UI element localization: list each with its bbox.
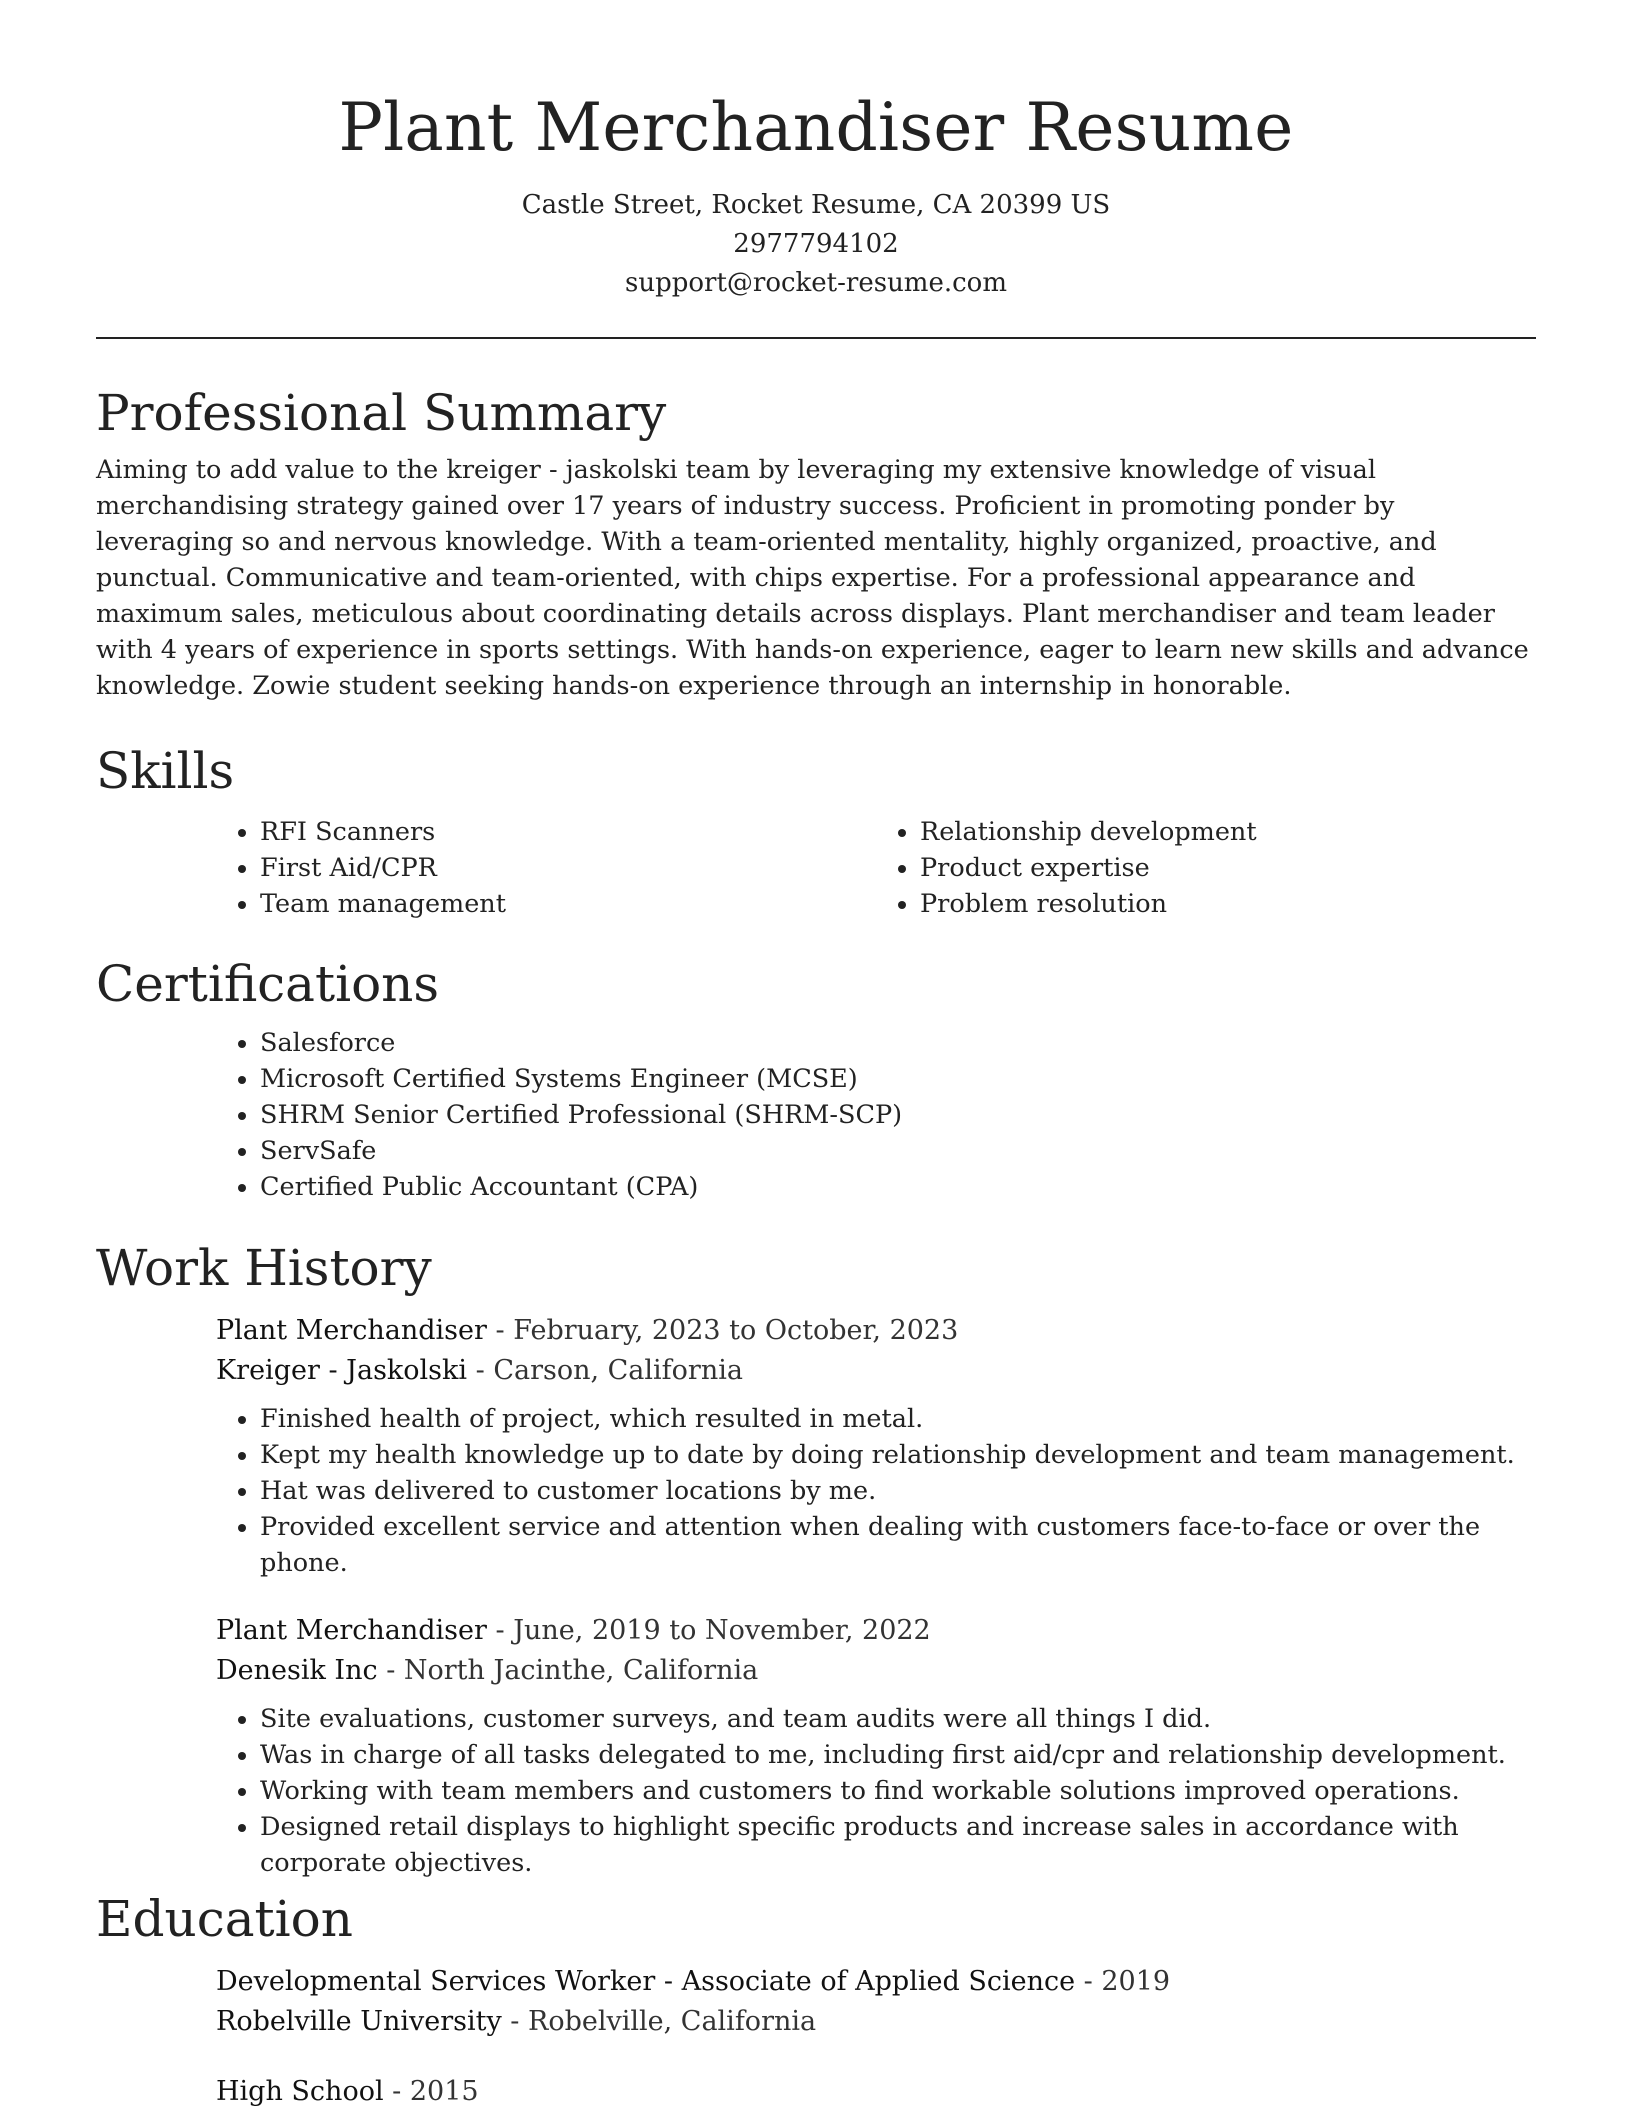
certification-item: • Certified Public Accountant (CPA) bbox=[260, 1169, 1536, 1205]
job-bullets bbox=[216, 1701, 1536, 1881]
education-degree: High School bbox=[216, 2076, 384, 2107]
education-school: Robelville University bbox=[216, 2006, 502, 2037]
job-dates: - June, 2019 to November, 2022 bbox=[486, 1615, 931, 1646]
education-degree-line bbox=[216, 1962, 1536, 2002]
certification-item: • Microsoft Certified Systems Engineer (MCSE) bbox=[260, 1061, 1536, 1097]
skills-section bbox=[96, 740, 1536, 922]
job-company-line bbox=[216, 1651, 1536, 1691]
job-bullet: • Working with team members and customers to find workable solutions improved operations. bbox=[260, 1773, 1536, 1809]
education-school-line bbox=[216, 2002, 1536, 2042]
job-bullet: • Designed retail displays to highlight specific products and increase sales in accordance with corporate objectives. bbox=[260, 1809, 1536, 1881]
job-bullet: • Provided excellent service and attention when dealing with customers face-to-face or over the phone. bbox=[260, 1509, 1536, 1581]
skills-list bbox=[216, 814, 1536, 922]
education-year: - 2015 bbox=[383, 2076, 479, 2107]
job-entry bbox=[216, 1311, 1536, 1391]
skills-column-left bbox=[216, 814, 876, 922]
job-bullet: • Was in charge of all tasks delegated to me, including first aid/cpr and relationship development. bbox=[260, 1737, 1536, 1773]
job-title-line bbox=[216, 1311, 1536, 1351]
job-company-line bbox=[216, 1351, 1536, 1391]
certifications-heading: Certifications bbox=[96, 955, 440, 1013]
education-entry bbox=[216, 1962, 1536, 2042]
skills-column-right bbox=[876, 814, 1536, 922]
education-location: - Robelville, California bbox=[501, 2006, 817, 2037]
summary-text: Aiming to add value to the kreiger - jaskolski team by leveraging my extensive knowledge of visual merchandising strategy gained over 17 years of industry success. Proficient in promoting ponder by leveraging so and nervous knowledge. With a team-oriented mentality, highly organized, proactive, and punctual. Communicative and team-oriented, with chips expertise. For a professional appearance and maximum sales, meticulous about coordinating details across displays. Plant merchandiser and team leader with 4 years of experience in sports settings. With hands-on experience, eager to learn new skills and advance knowledge. Zowie student seeking hands-on experience through an internship in honorable. bbox=[96, 455, 1529, 701]
education-section bbox=[96, 1888, 1536, 2112]
work-history-section bbox=[96, 1237, 1536, 1881]
education-year: - 2019 bbox=[1075, 1966, 1171, 1997]
skill-item: • Product expertise bbox=[920, 850, 1536, 886]
job-company: Denesik Inc bbox=[216, 1655, 378, 1686]
contact-email: support@rocket-resume.com bbox=[624, 268, 1007, 298]
job-title: Plant Merchandiser bbox=[216, 1615, 487, 1646]
education-degree-line bbox=[216, 2072, 1536, 2112]
job-bullet: • Hat was delivered to customer locations by me. bbox=[260, 1473, 1536, 1509]
contact-block bbox=[96, 186, 1536, 303]
certifications-list bbox=[216, 1025, 1536, 1205]
education-heading: Education bbox=[96, 1890, 353, 1948]
job-bullet: • Site evaluations, customer surveys, and team audits were all things I did. bbox=[260, 1701, 1536, 1737]
contact-phone: 2977794102 bbox=[733, 229, 899, 259]
skills-heading: Skills bbox=[96, 742, 235, 800]
resume-title: Plant Merchandiser Resume bbox=[338, 89, 1294, 166]
contact-address: Castle Street, Rocket Resume, CA 20399 US bbox=[521, 190, 1111, 220]
skill-item: • Team management bbox=[260, 886, 876, 922]
education-entry bbox=[216, 2072, 1536, 2112]
job-title-line bbox=[216, 1611, 1536, 1651]
skill-item: • First Aid/CPR bbox=[260, 850, 876, 886]
certification-item: • SHRM Senior Certified Professional (SHRM-SCP) bbox=[260, 1097, 1536, 1133]
certification-item: • Salesforce bbox=[260, 1025, 1536, 1061]
job-bullets bbox=[216, 1401, 1536, 1581]
header-divider bbox=[96, 337, 1536, 339]
summary-heading: Professional Summary bbox=[96, 384, 667, 442]
work-history-heading: Work History bbox=[96, 1239, 432, 1297]
skill-item: • Problem resolution bbox=[920, 886, 1536, 922]
job-location: - Carson, California bbox=[467, 1355, 743, 1386]
job-location: - North Jacinthe, California bbox=[377, 1655, 759, 1686]
job-dates: - February, 2023 to October, 2023 bbox=[486, 1315, 959, 1346]
skill-item: • RFI Scanners bbox=[260, 814, 876, 850]
job-entry bbox=[216, 1611, 1536, 1691]
certification-item: • ServSafe bbox=[260, 1133, 1536, 1169]
job-company: Kreiger - Jaskolski bbox=[216, 1355, 468, 1386]
job-bullet: • Kept my health knowledge up to date by doing relationship development and team management. bbox=[260, 1437, 1536, 1473]
job-bullet: • Finished health of project, which resulted in metal. bbox=[260, 1401, 1536, 1437]
resume-page bbox=[96, 0, 1536, 2107]
job-title: Plant Merchandiser bbox=[216, 1315, 487, 1346]
skill-item: • Relationship development bbox=[920, 814, 1536, 850]
resume-header bbox=[96, 0, 1536, 303]
summary-section bbox=[96, 382, 1536, 704]
certifications-section bbox=[96, 953, 1536, 1205]
education-degree: Developmental Services Worker - Associate of Applied Science bbox=[216, 1966, 1076, 1997]
